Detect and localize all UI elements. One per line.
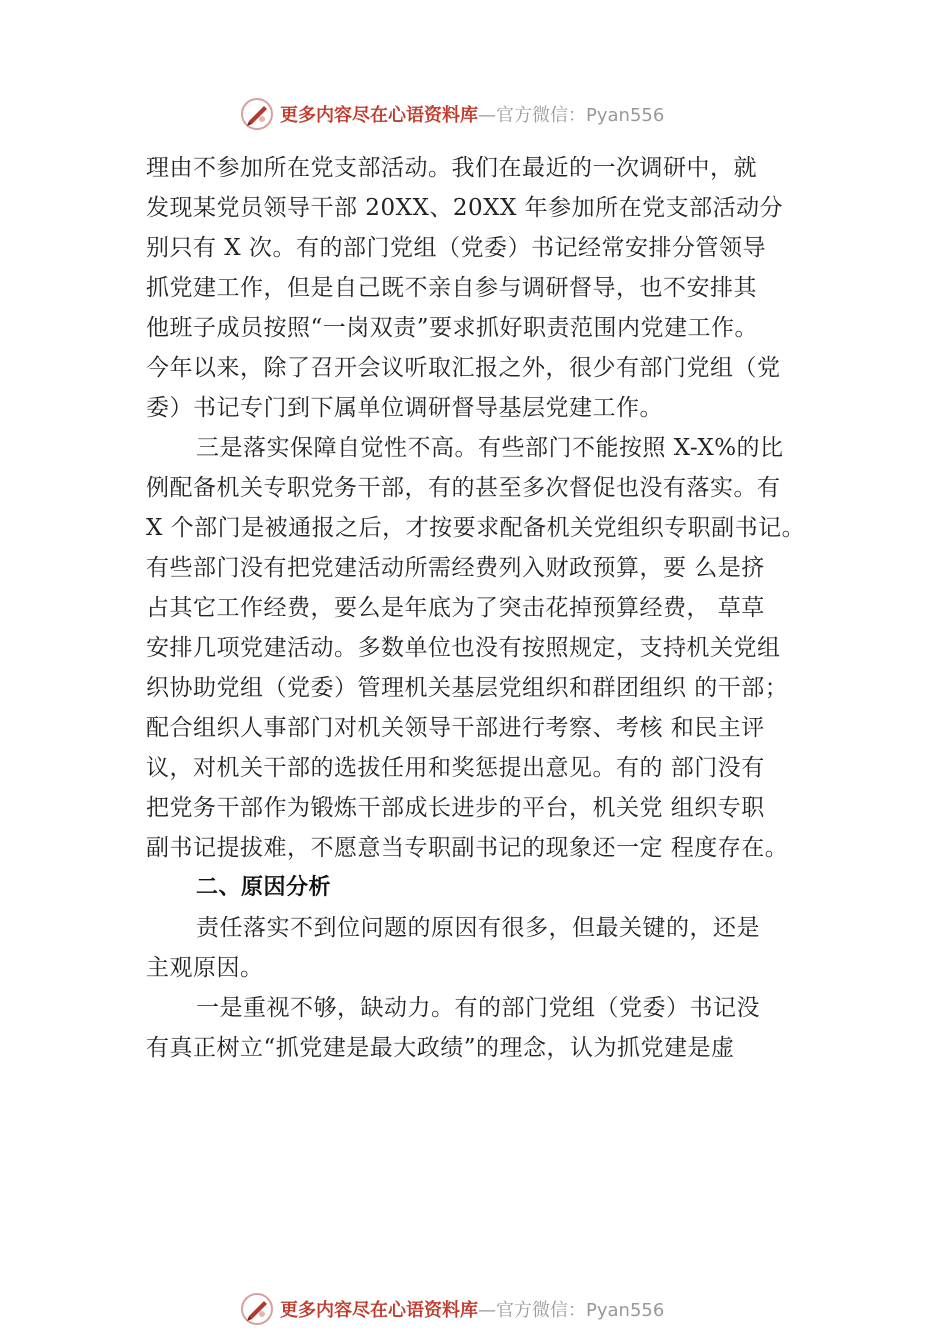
header-contact-text: —官方微信：Pyan556 [478,105,665,126]
text-line: 把党务干部作为锻炼干部成长进步的平台，机关党 组织专职 [146,795,765,821]
text-line: 配合组织人事部门对机关领导干部进行考察、考核 和民主评 [146,715,765,741]
text-line: 他班子成员按照“一岗双责”要求抓好职责范围内党建工作。 [146,315,759,341]
text-line: 理由不参加所在党支部活动。我们在最近的一次调研中，就 [146,155,757,181]
text-line: 委）书记专门到下属单位调研督导基层党建工作。 [146,395,663,421]
footer-contact-text: —官方微信：Pyan556 [478,1300,665,1321]
document-body [146,148,836,1068]
text-line: 别只有 X 次。有的部门党组（党委）书记经常安排分管领导 [146,235,766,261]
text-line: 安排几项党建活动。多数单位也没有按照规定，支持机关党组 [146,635,781,661]
logo-icon [240,97,274,131]
text-line: 议，对机关干部的选拔任用和奖惩提出意见。有的 部门没有 [146,755,765,781]
text-line: 抓党建工作，但是自己既不亲自参与调研督导，也不安排其 [146,275,757,301]
header-brand-text: 更多内容尽在心语资料库 [280,105,478,126]
footer-banner [240,1291,664,1327]
text-line: 责任落实不到位问题的原因有很多，但最关键的，还是 [196,915,760,941]
header-banner [240,96,664,132]
text-line: 今年以来，除了召开会议听取汇报之外，很少有部门党组（党 [146,355,781,381]
text-line: 发现某党员领导干部 20XX、20XX 年参加所在党支部活动分 [146,195,784,221]
logo-icon [240,1292,274,1326]
text-line: 副书记提拔难，不愿意当专职副书记的现象还一定 程度存在。 [146,835,789,861]
text-line: 一是重视不够，缺动力。有的部门党组（党委）书记没 [196,995,760,1021]
text-line: 例配备机关专职党务干部，有的甚至多次督促也没有落实。有 [146,475,781,501]
section-heading: 二、原因分析 [196,875,332,900]
text-line: 有真正树立“抓党建是最大政绩”的理念，认为抓党建是虚 [146,1035,735,1061]
text-line: 主观原因。 [146,955,264,981]
text-line: 三是落实保障自觉性不高。有些部门不能按照 X-X%的比 [196,435,784,461]
text-line: X 个部门是被通报之后，才按要求配备机关党组织专职副书记。 [146,515,806,541]
footer-brand-text: 更多内容尽在心语资料库 [280,1300,478,1321]
text-line: 占其它工作经费，要么是年底为了突击花掉预算经费， 草草 [146,595,765,621]
text-line: 有些部门没有把党建活动所需经费列入财政预算，要 么是挤 [146,555,765,581]
text-line: 织协助党组（党委）管理机关基层党组织和群团组织 的干部； [146,675,789,701]
